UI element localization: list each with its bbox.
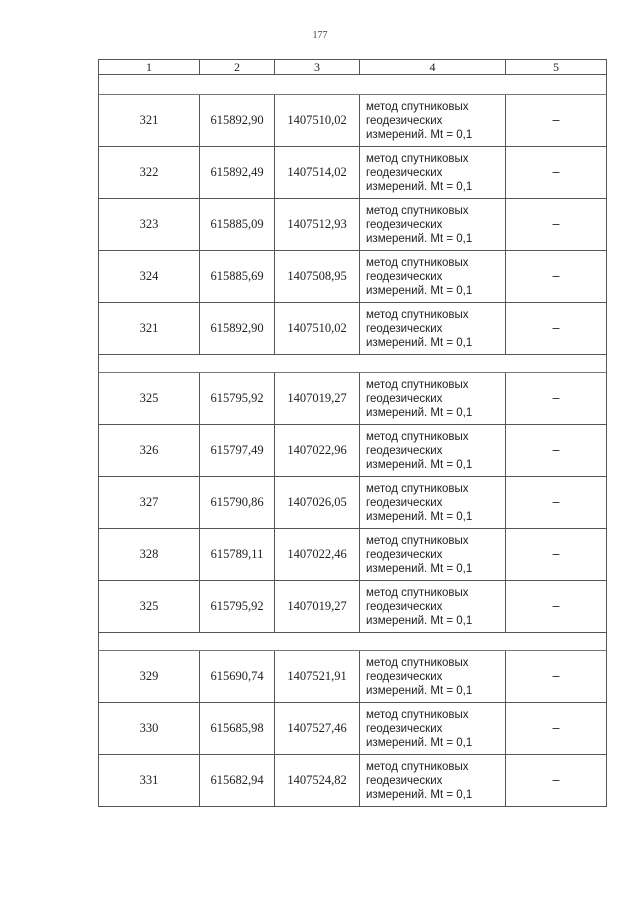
method-text-line3: измерений. Mt = 0,1 [366, 562, 473, 575]
method-cell [360, 703, 506, 755]
method-text-line1: метод спутниковых [366, 100, 469, 113]
y-coordinate-cell: 1407026,05 [275, 477, 360, 529]
method-text-line2: геодезических [366, 444, 443, 457]
x-coordinate-cell: 615795,92 [200, 373, 275, 425]
col5-cell: – [506, 303, 607, 355]
y-coordinate-cell: 1407019,27 [275, 373, 360, 425]
group-separator-cell [99, 633, 607, 651]
table-row [99, 581, 607, 633]
header-col-5: 5 [506, 60, 607, 75]
point-number-cell: 325 [99, 581, 200, 633]
method-cell [360, 477, 506, 529]
method-text-line3: измерений. Mt = 0,1 [366, 614, 473, 627]
method-text-line3: измерений. Mt = 0,1 [366, 510, 473, 523]
col5-cell: – [506, 95, 607, 147]
y-coordinate-cell: 1407022,96 [275, 425, 360, 477]
y-coordinate-cell: 1407510,02 [275, 303, 360, 355]
header-col-2: 2 [200, 60, 275, 75]
col5-cell: – [506, 703, 607, 755]
x-coordinate-cell: 615795,92 [200, 581, 275, 633]
method-text-line3: измерений. Mt = 0,1 [366, 284, 473, 297]
method-cell [360, 95, 506, 147]
coordinates-table-body [99, 60, 607, 807]
method-text-line3: измерений. Mt = 0,1 [366, 406, 473, 419]
x-coordinate-cell: 615790,86 [200, 477, 275, 529]
method-text-line1: метод спутниковых [366, 256, 469, 269]
method-cell [360, 651, 506, 703]
y-coordinate-cell: 1407521,91 [275, 651, 360, 703]
method-text-line3: измерений. Mt = 0,1 [366, 736, 473, 749]
method-text-line1: метод спутниковых [366, 482, 469, 495]
method-text-line1: метод спутниковых [366, 152, 469, 165]
x-coordinate-cell: 615885,69 [200, 251, 275, 303]
method-cell [360, 755, 506, 807]
method-text-line2: геодезических [366, 166, 443, 179]
point-number-cell: 328 [99, 529, 200, 581]
x-coordinate-cell: 615685,98 [200, 703, 275, 755]
y-coordinate-cell: 1407510,02 [275, 95, 360, 147]
method-cell [360, 581, 506, 633]
table-row [99, 529, 607, 581]
header-col-3: 3 [275, 60, 360, 75]
x-coordinate-cell: 615885,09 [200, 199, 275, 251]
method-text-line2: геодезических [366, 114, 443, 127]
method-cell [360, 373, 506, 425]
point-number-cell: 325 [99, 373, 200, 425]
method-text-line3: измерений. Mt = 0,1 [366, 128, 473, 141]
header-row [99, 60, 607, 75]
table-row [99, 199, 607, 251]
y-coordinate-cell: 1407527,46 [275, 703, 360, 755]
col5-cell: – [506, 425, 607, 477]
method-text-line2: геодезических [366, 218, 443, 231]
method-text-line3: измерений. Mt = 0,1 [366, 336, 473, 349]
group-separator-row [99, 75, 607, 95]
point-number-cell: 321 [99, 95, 200, 147]
method-text-line1: метод спутниковых [366, 586, 469, 599]
y-coordinate-cell: 1407022,46 [275, 529, 360, 581]
method-text-line3: измерений. Mt = 0,1 [366, 232, 473, 245]
table-row [99, 425, 607, 477]
col5-cell: – [506, 373, 607, 425]
method-text-line1: метод спутниковых [366, 308, 469, 321]
method-text-line1: метод спутниковых [366, 204, 469, 217]
table-row [99, 755, 607, 807]
y-coordinate-cell: 1407514,02 [275, 147, 360, 199]
method-text-line3: измерений. Mt = 0,1 [366, 180, 473, 193]
col5-cell: – [506, 477, 607, 529]
method-text-line1: метод спутниковых [366, 378, 469, 391]
method-cell [360, 425, 506, 477]
col5-cell: – [506, 581, 607, 633]
method-text-line2: геодезических [366, 774, 443, 787]
method-cell [360, 529, 506, 581]
col5-cell: – [506, 529, 607, 581]
point-number-cell: 323 [99, 199, 200, 251]
method-text-line2: геодезических [366, 496, 443, 509]
point-number-cell: 330 [99, 703, 200, 755]
table-row [99, 95, 607, 147]
x-coordinate-cell: 615682,94 [200, 755, 275, 807]
method-text-line1: метод спутниковых [366, 430, 469, 443]
table-row [99, 303, 607, 355]
table-row [99, 703, 607, 755]
table-row [99, 651, 607, 703]
method-text-line3: измерений. Mt = 0,1 [366, 458, 473, 471]
y-coordinate-cell: 1407512,93 [275, 199, 360, 251]
y-coordinate-cell: 1407524,82 [275, 755, 360, 807]
table-row [99, 477, 607, 529]
col5-cell: – [506, 251, 607, 303]
x-coordinate-cell: 615892,49 [200, 147, 275, 199]
method-cell [360, 147, 506, 199]
point-number-cell: 329 [99, 651, 200, 703]
group-separator-row [99, 633, 607, 651]
method-text-line2: геодезических [366, 600, 443, 613]
point-number-cell: 326 [99, 425, 200, 477]
x-coordinate-cell: 615797,49 [200, 425, 275, 477]
method-text-line1: метод спутниковых [366, 708, 469, 721]
col5-cell: – [506, 147, 607, 199]
method-cell [360, 303, 506, 355]
y-coordinate-cell: 1407508,95 [275, 251, 360, 303]
point-number-cell: 327 [99, 477, 200, 529]
method-text-line2: геодезических [366, 392, 443, 405]
x-coordinate-cell: 615892,90 [200, 303, 275, 355]
method-text-line1: метод спутниковых [366, 534, 469, 547]
method-text-line1: метод спутниковых [366, 656, 469, 669]
point-number-cell: 324 [99, 251, 200, 303]
x-coordinate-cell: 615690,74 [200, 651, 275, 703]
coordinates-table [98, 59, 607, 807]
group-separator-cell [99, 75, 607, 95]
method-text-line3: измерений. Mt = 0,1 [366, 788, 473, 801]
header-col-4: 4 [360, 60, 506, 75]
method-text-line1: метод спутниковых [366, 760, 469, 773]
method-cell [360, 199, 506, 251]
group-separator-row [99, 355, 607, 373]
point-number-cell: 331 [99, 755, 200, 807]
col5-cell: – [506, 755, 607, 807]
point-number-cell: 322 [99, 147, 200, 199]
table-row [99, 147, 607, 199]
group-separator-cell [99, 355, 607, 373]
x-coordinate-cell: 615789,11 [200, 529, 275, 581]
method-text-line2: геодезических [366, 322, 443, 335]
page-number: 177 [312, 30, 328, 41]
table-row [99, 251, 607, 303]
method-cell [360, 251, 506, 303]
header-col-1: 1 [99, 60, 200, 75]
col5-cell: – [506, 651, 607, 703]
x-coordinate-cell: 615892,90 [200, 95, 275, 147]
col5-cell: – [506, 199, 607, 251]
method-text-line2: геодезических [366, 722, 443, 735]
method-text-line2: геодезических [366, 548, 443, 561]
table-row [99, 373, 607, 425]
method-text-line3: измерений. Mt = 0,1 [366, 684, 473, 697]
point-number-cell: 321 [99, 303, 200, 355]
method-text-line2: геодезических [366, 670, 443, 683]
method-text-line2: геодезических [366, 270, 443, 283]
y-coordinate-cell: 1407019,27 [275, 581, 360, 633]
